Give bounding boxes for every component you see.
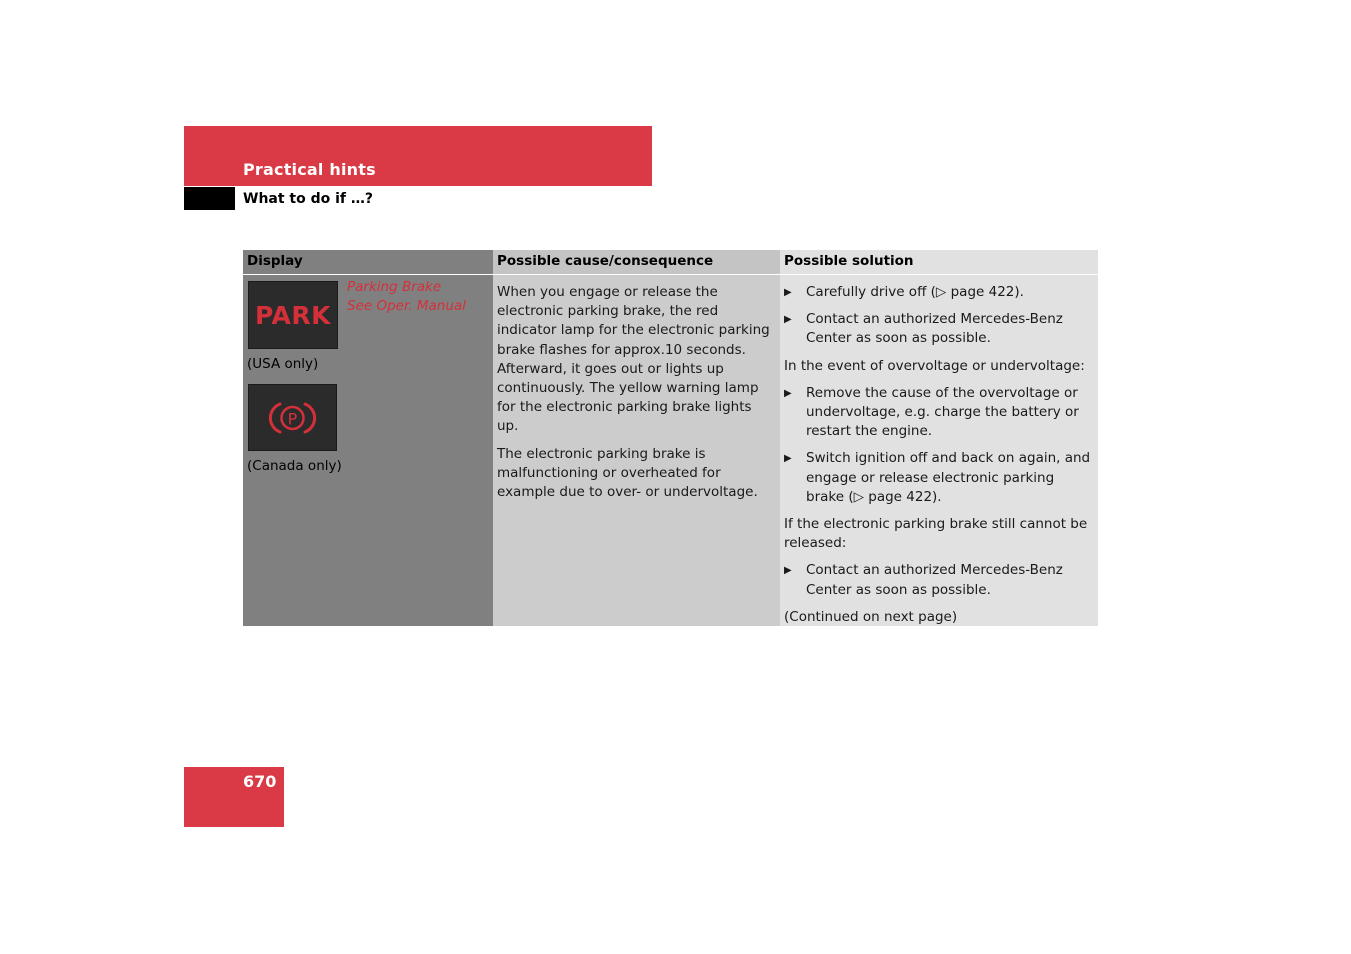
column-header-cause: Possible cause/consequence — [493, 250, 780, 275]
park-indicator-lamp — [248, 281, 338, 349]
solution-note-still: If the electronic parking brake still cannot be released: — [784, 516, 1088, 552]
cause-paragraph-1: When you engage or release the electronic parking brake, the red indicator lamp for the electronic parking brake flashes for approx.10 seconds. Afterward, it goes out or lights up continuously. The yellow warning lamp for the electronic parking brake lights up. — [497, 284, 770, 435]
solution-step-3: ▶ Remove the cause of the overvoltage or undervoltage, e.g. charge the battery or restart the engine. — [784, 384, 1095, 442]
header-marker — [184, 187, 235, 210]
canada-only-label: (Canada only) — [247, 458, 342, 474]
display-message-line-1: Parking Brake — [347, 279, 442, 295]
display-message-line-2: See Oper. Manual — [347, 298, 466, 315]
solution-column — [780, 250, 1098, 626]
cause-column — [493, 250, 780, 626]
solution-step-5: ▶ Contact an authorized Mercedes-Benz Center as soon as possible. — [784, 561, 1095, 599]
page-number: 670 — [243, 772, 277, 791]
column-header-solution: Possible solution — [780, 250, 1098, 275]
column-header-display: Display — [243, 250, 493, 275]
display-message — [347, 278, 466, 316]
park-lamp-text: PARK — [255, 300, 331, 330]
solution-step-2: ▶ Contact an authorized Mercedes-Benz Center as soon as possible. — [784, 310, 1095, 348]
usa-only-label: (USA only) — [247, 356, 319, 372]
solution-cell — [780, 275, 1098, 627]
svg-text:P: P — [287, 409, 298, 429]
page-subtitle: What to do if …? — [243, 191, 374, 207]
solution-step-4: ▶ Switch ignition off and back on again, and engage or release electronic parking brake (▷ page 422). — [784, 449, 1095, 507]
cause-paragraph-2: The electronic parking brake is malfunctioning or overheated for example due to over- or undervoltage. — [497, 445, 758, 501]
continued-note: (Continued on next page) — [784, 608, 958, 625]
parking-brake-circle-p-icon — [248, 384, 337, 451]
cause-cell — [493, 275, 780, 502]
solution-note-overvoltage: In the event of overvoltage or undervoltage: — [784, 357, 1085, 374]
parking-brake-glyph — [249, 385, 336, 450]
solution-step-1: ▶ Carefully drive off (▷ page 422). — [784, 283, 1095, 302]
section-title: Practical hints — [243, 160, 376, 179]
